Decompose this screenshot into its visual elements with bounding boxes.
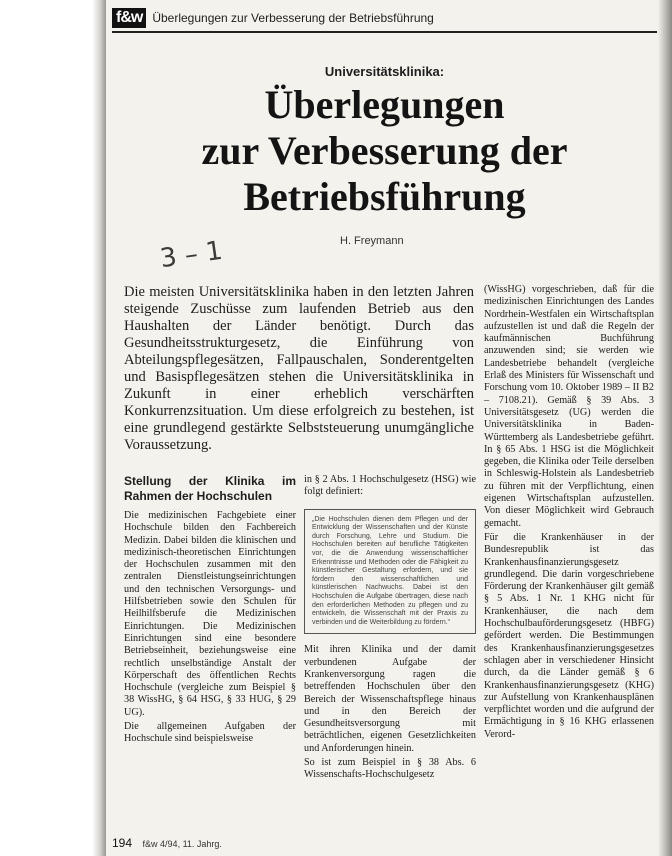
journal-issue: f&w 4/94, 11. Jahrg. [142,839,222,849]
author-byline: H. Freymann [340,235,404,247]
page-footer [112,836,222,850]
lead-paragraph: Die meisten Universitätsklinika haben in den letzten Jahren steigende Zuschüsse zum laufenden Betrieb aus den Haushalten der Länder benötigt. Durch das Gesundheitsstrukturgesetz, die Einführung von Abteilungspflegesätzen, Fallpauschalen, Sonderentgelten und Basispflegesätzen stehen die Universitätsklinika in Zukunft in einer erheblich verschärften Konkurrenzsituation. Um diese erfolgreich zu bestehen, ist eine grundlegend gestärkte Selbststeuerung unumgängliche Voraussetzung. [124,284,474,453]
article-title [112,82,657,220]
body-paragraph: (WissHG) vorgeschrieben, daß für die medizinischen Einrichtungen des Landes Nordrhein-Westfalen ein Wirtschaftsplan aufzustellen ist und daß die Regeln der kaufmännischen Buchführung anzuwenden sind; sie werden wie Landesbetriebe behandelt (vergleiche Erlaß des Ministers für Wissenschaft und Forschung vom 10. Oktober 1989 – II B2 – 7108.21). Gemäß § 39 Abs. 3 Universitätsgesetz (UG) werden die Universitätsklinika in Baden-Württemberg als Landesbetriebe geführt. In § 65 Abs. 1 HSG ist die Möglichkeit gegeben, die Klinika oder Teile derselben in Schleswig-Holstein als Landesbetrieb zu führen mit der Verpflichtung, einen eigenen Wirtschaftsplan aufzustellen. Von dieser Möglichkeit wird Gebrauch gemacht. [484,284,654,529]
journal-logo: f&w [112,8,146,28]
title-line: Betriebsführung [243,174,526,219]
column-left [124,474,296,748]
body-paragraph: Für die Krankenhäuser in der Bundesrepublik ist das Krankenhausfinanzierungsgesetz grundlegend. Die darin vorgeschriebene Förderung der Krankenhäuser gilt gemäß § 5 Abs. 1 Nr. 1 KHG nicht für Krankenhäuser, die nach dem Hochschulbauförderungsgesetz (HBFG) gefördert werden. Die Bestimmungen des Krankenhausfinanzierungsgesetzes schlagen aber in verschiedener Hinsicht durch, da die Länder gemäß § 6 Krankenhausfinanzierungsgesetz (KHG) zur Aufstellung von Krankenhausplänen verpflichtet worden und die aufgrund der Ermächtigung in § 16 KHG erlassenen Verord- [484,531,654,740]
running-title: Überlegungen zur Verbesserung der Betriebsführung [152,11,434,25]
page-right-edge [658,0,672,856]
body-paragraph: So ist zum Beispiel in § 38 Abs. 6 Wissenschafts-Hochschulgesetz [304,756,476,781]
body-paragraph: Die medizinischen Fachgebiete einer Hochschule bilden den Fachbereich Medizin. Dabei bilden die klinischen und medizinisch-theoretischen Einrichtungen der Hochschulen zusammen mit den zentralen Dienstleistungseinrichtungen und den technischen Versorgungs- und Hilfsbetrieben sowie den Schulen für Heilhilfsberufe die Medizinischen Einrichtungen. Die Medizinischen Einrichtungen sind eine besondere Betriebseinheit, beziehungsweise eine rechtlich unselbständige Anstalt der Körperschaft des öffentlichen Rechts Hochschule (vergleiche zum Beispiel § 38 WissHG, § 64 HSG, § 33 HUG, § 29 UG). [124,510,296,718]
body-paragraph: Mit ihren Klinika und der damit verbundenen Aufgabe der Krankenversorgung ragen die betreffenden Hochschulen über den Bereich der Wissenschaftspflege hinaus und in den Bereich der Gesundheitsversorgung mit beträchtlichen, eigenen Gesetzlichkeiten und Anforderungen hinein. [304,644,476,754]
title-line: zur Verbesserung der [201,128,568,173]
quote-box: „Die Hochschulen dienen dem Pflegen und der Entwicklung der Wissenschaften und der Künste durch Forschung, Lehre und Studium. Die Hochschulen bereiten auf berufliche Tätigkeiten vor, die die Anwendung wissenschaftlicher Erkenntnisse und Methoden oder die Fähigkeit zu künstlerischer Gestaltung erfordern, und sie fördern den wissenschaftlichen und künstlerischen Nachwuchs. Dabei ist den Hochschulen die Aufgabe übertragen, diese nach den erforderlichen Methoden zu pflegen und zu entwickeln, die Wissenschaft mit der Praxis zu verbinden und die Weiterbildung zu fördern.“ [304,509,476,635]
column-right [484,284,654,743]
column-middle [304,474,476,784]
body-paragraph: in § 2 Abs. 1 Hochschulgesetz (HSG) wie folgt definiert: [304,474,476,498]
page-gutter-shadow [92,0,106,856]
article-kicker: Universitätsklinika: [324,64,445,79]
body-paragraph: Die allgemeinen Aufgaben der Hochschule sind beispielsweise [124,721,296,745]
section-heading: Stellung der Klinika im Rahmen der Hochschulen [124,474,296,503]
handwritten-note: 3 – 1 [158,235,225,275]
title-line: Überlegungen [264,82,505,127]
page-number: 194 [112,836,133,850]
running-header [112,5,657,33]
